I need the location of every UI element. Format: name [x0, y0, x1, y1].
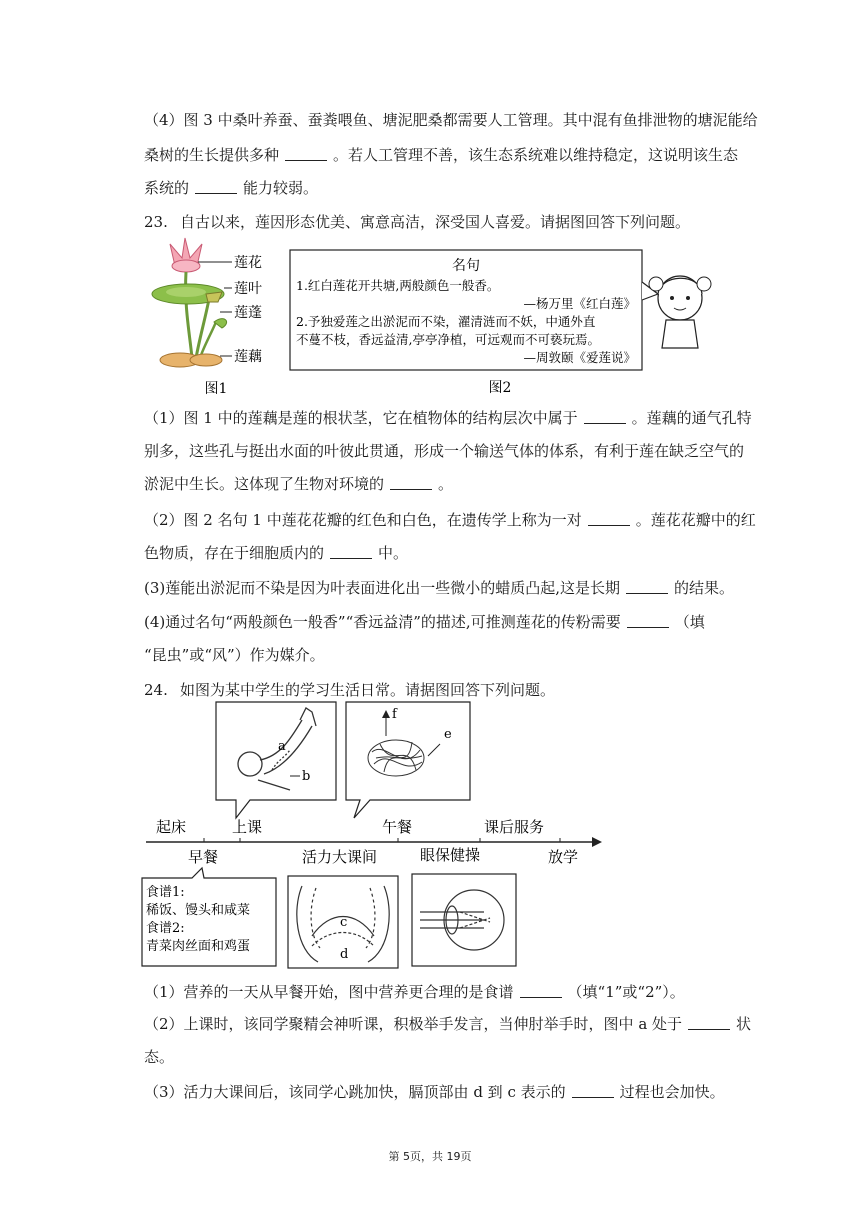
page-footer: 第 5页，共 19页	[388, 1150, 472, 1163]
q24-part2-line2: 态。	[144, 1048, 175, 1066]
answer-blank[interactable]	[390, 475, 432, 490]
quote-source-1: —杨万里《红白莲》	[523, 296, 636, 311]
eye-panel	[412, 874, 516, 966]
q23-part3-line1: (3)莲能出淤泥而不染是因为叶表面进化出一些微小的蜡质凸起,这是长期 的结果。	[144, 579, 735, 597]
answer-blank[interactable]	[626, 579, 668, 594]
timeline-eye-exercise: 眼保健操	[420, 846, 481, 864]
q23-part1-line1: （1）图 1 中的莲藕是莲的根状茎，它在植物体的结构层次中属于 。莲藕的通气孔特	[144, 409, 752, 427]
label-lotus-leaf: 莲叶	[234, 281, 262, 297]
menu-2-title: 食谱2:	[146, 921, 185, 936]
label-lotus-seedpod: 莲蓬	[234, 305, 262, 321]
q22-part4-line3: 系统的 能力较弱。	[144, 179, 319, 197]
quote-box-title: 名句	[452, 258, 480, 274]
quote-line-2: 2.予独爱莲之出淤泥而不染，濯清涟而不妖，中通外直	[296, 314, 596, 329]
q23-part2-line1: （2）图 2 名句 1 中莲花花瓣的红色和白色，在遗传学上称为一对 。莲花花瓣中的红	[144, 511, 756, 529]
daily-life-figure	[140, 700, 620, 970]
q23-intro: 23. 自古以来，莲因形态优美、寓意高洁，深受国人喜爱。请据图回答下列问题。	[144, 213, 691, 231]
answer-blank[interactable]	[572, 1083, 614, 1098]
label-c: c	[340, 915, 348, 930]
timeline-after-school: 课后服务	[484, 818, 545, 836]
timeline-breakfast: 早餐	[188, 848, 219, 866]
answer-blank[interactable]	[285, 146, 327, 161]
question-number: 24.	[144, 681, 168, 699]
label-d: d	[340, 947, 349, 962]
label-lotus-root: 莲藕	[234, 349, 262, 365]
menu-1-title: 食谱1:	[146, 885, 185, 900]
answer-blank[interactable]	[627, 613, 669, 628]
quote-line-3: 不蔓不枝，香远益清,亭亭净植，可远观而不可亵玩焉。	[296, 332, 600, 347]
q22-part4-line2: 桑树的生长提供多种 。若人工管理不善，该生态系统难以维持稳定，这说明该生态	[144, 146, 739, 164]
girl-cartoon-icon	[649, 276, 711, 348]
menu-2-items: 青菜肉丝面和鸡蛋	[146, 939, 251, 954]
q23-part4-line2: “昆虫”或“风”）作为媒介。	[144, 646, 325, 664]
timeline-break-activity: 活力大课间	[302, 848, 378, 866]
diaphragm-panel	[288, 876, 398, 968]
timeline-lunch: 午餐	[382, 818, 413, 836]
q23-part4-line1: (4)通过名句“两般颜色一般香”“香远益清”的描述,可推测莲花的传粉需要 （填	[144, 613, 705, 631]
answer-blank[interactable]	[520, 983, 562, 998]
label-a: a	[278, 739, 286, 754]
q24-part1-line1: （1）营养的一天从早餐开始，图中营养更合理的是食谱 （填“1”或“2”）。	[144, 983, 685, 1001]
label-f: f	[392, 707, 397, 722]
q23-part2-line2: 色物质，存在于细胞质内的 中。	[144, 544, 409, 562]
q23-part1-line3: 淤泥中生长。这体现了生物对环境的 。	[144, 475, 454, 493]
alveoli-panel	[346, 702, 470, 818]
q22-part4-line1: （4）图 3 中桑叶养蚕、蚕粪喂鱼、塘泥肥桑都需要人工管理。其中混有鱼排泄物的塘泥能给	[144, 111, 758, 129]
answer-blank[interactable]	[584, 409, 626, 424]
q24-intro: 24. 如图为某中学生的学习生活日常。请据图回答下列问题。	[144, 681, 556, 699]
timeline-leave-school: 放学	[548, 848, 579, 866]
label-lotus-flower: 莲花	[234, 255, 262, 271]
q23-part1-line2: 别多，这些孔与挺出水面的叶彼此贯通，形成一个输送气体的体系，有利于莲在缺乏空气的	[144, 442, 745, 460]
label-b: b	[302, 769, 311, 784]
answer-blank[interactable]	[330, 544, 372, 559]
answer-blank[interactable]	[588, 511, 630, 526]
lotus-seedpod-icon	[206, 292, 222, 302]
timeline-class: 上课	[232, 818, 263, 836]
quote-line-1: 1.红白莲花开共塘,两般颜色一般香。	[296, 278, 500, 293]
answer-blank[interactable]	[688, 1015, 730, 1030]
menu-panel	[142, 868, 276, 966]
figure-1-caption: 图1	[204, 381, 228, 396]
q24-part3-line1: （3）活力大课间后，该同学心跳加快，膈顶部由 d 到 c 表示的 过程也会加快。	[144, 1083, 725, 1101]
question-number: 23.	[144, 213, 168, 231]
quote-source-2: —周敦颐《爱莲说》	[523, 350, 636, 365]
answer-blank[interactable]	[195, 179, 237, 194]
arm-panel	[216, 702, 336, 818]
timeline-wakeup: 起床	[156, 818, 187, 836]
q24-part2-line1: （2）上课时，该同学聚精会神听课，积极举手发言，当伸肘举手时，图中 a 处于 状	[144, 1015, 752, 1033]
figure-2-caption: 图2	[488, 380, 512, 396]
label-e: e	[444, 727, 452, 742]
famous-lines-figure	[286, 248, 726, 398]
menu-1-items: 稀饭、馒头和咸菜	[146, 903, 251, 918]
lotus-plant-figure	[140, 236, 290, 396]
